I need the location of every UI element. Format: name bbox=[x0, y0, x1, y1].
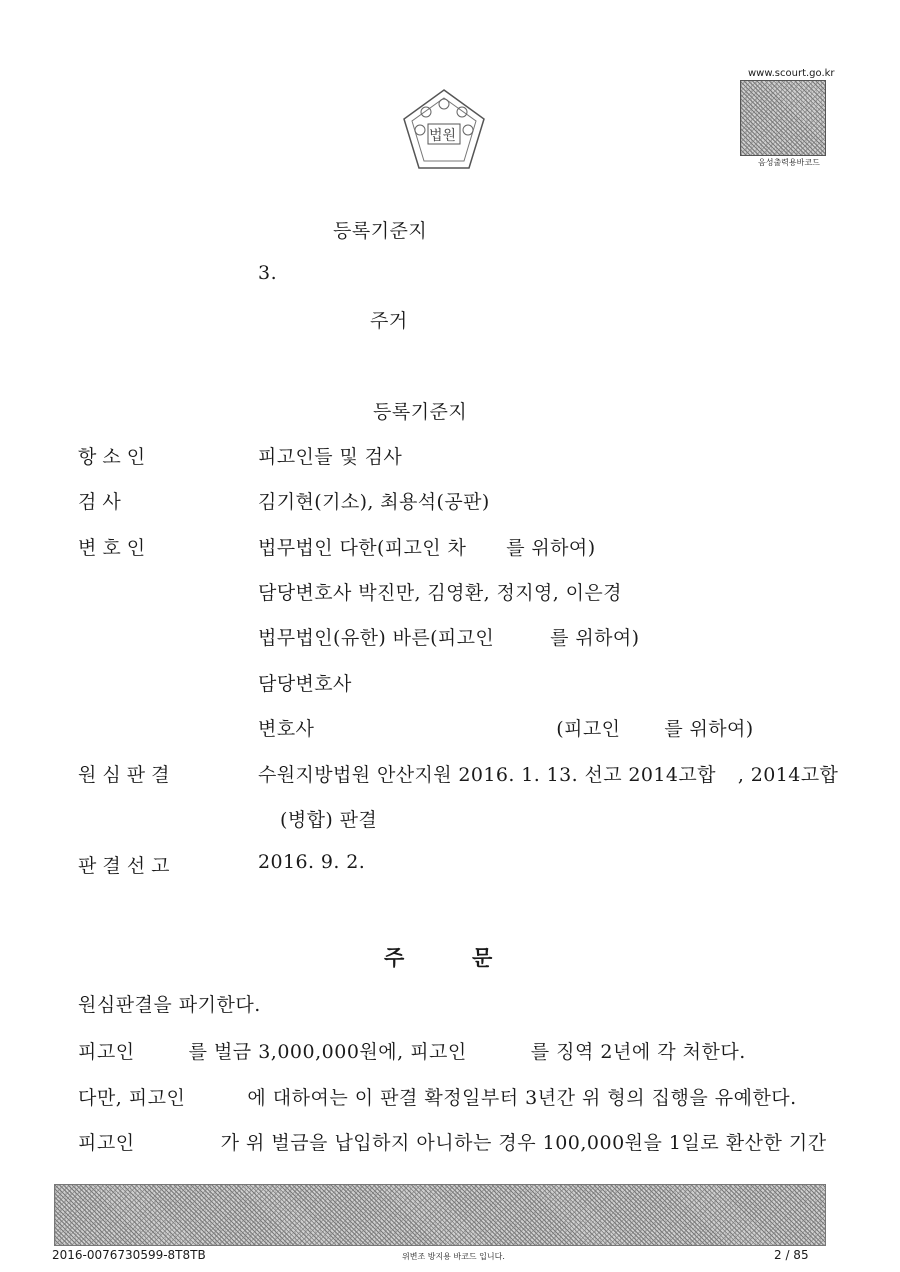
redacted-name bbox=[467, 1044, 531, 1063]
lower-court-line-2: (병합) 판결 bbox=[258, 805, 377, 832]
decision-date-label: 판 결 선 고 bbox=[78, 855, 170, 877]
order-heading-1: 주 bbox=[384, 945, 405, 970]
redacted-name bbox=[620, 721, 664, 740]
seal-text: 법원 bbox=[429, 128, 457, 144]
order-line-1: 원심판결을 파기한다. bbox=[78, 994, 261, 1016]
counsel-line-1: 법무법인 다한(피고인 차 를 위하여) bbox=[258, 537, 596, 559]
order-line-4: 피고인 가 위 벌금을 납입하지 아니하는 경우 100,000원을 1일로 환산한 기간 bbox=[78, 1132, 827, 1154]
page-number: 2 / 85 bbox=[774, 1248, 809, 1262]
registration-label-1: 등록기준지 bbox=[333, 220, 428, 242]
registration-label-2: 등록기준지 bbox=[373, 401, 468, 423]
counsel-label: 변 호 인 bbox=[78, 537, 146, 559]
redacted-name bbox=[135, 1135, 221, 1154]
site-url: www.scourt.go.kr bbox=[748, 68, 835, 79]
redacted-name bbox=[466, 540, 506, 559]
redacted-case-number bbox=[258, 812, 280, 831]
counsel-line-3: 법무법인(유한) 바른(피고인 를 위하여) bbox=[258, 627, 640, 649]
prosecutor-value: 김기현(기소), 최용석(공판) bbox=[258, 491, 490, 513]
court-seal bbox=[396, 84, 492, 180]
appellant-value: 피고인들 및 검사 bbox=[258, 446, 403, 468]
counsel-line-2: 담당변호사 박진만, 김영환, 정지영, 이은경 bbox=[258, 582, 622, 604]
decision-date-value: 2016. 9. 2. bbox=[258, 851, 366, 873]
order-heading-2: 문 bbox=[472, 945, 493, 970]
redacted-name bbox=[185, 1090, 247, 1109]
item-number: 3. bbox=[258, 262, 278, 284]
lower-court-label: 원 심 판 결 bbox=[78, 764, 170, 786]
redacted-name bbox=[494, 630, 550, 649]
redacted-case-number bbox=[716, 767, 738, 786]
order-line-3: 다만, 피고인 에 대하여는 이 판결 확정일부터 3년간 위 형의 집행을 유예한다. bbox=[78, 1087, 797, 1109]
prosecutor-label: 검 사 bbox=[78, 491, 121, 513]
lower-court-line-1: 수원지방법원 안산지원 2016. 1. 13. 선고 2014고합 , 2014고합 bbox=[258, 764, 839, 786]
order-line-2: 피고인 를 벌금 3,000,000원에, 피고인 를 징역 2년에 각 처한다. bbox=[78, 1041, 746, 1063]
appellant-label: 항 소 인 bbox=[78, 446, 146, 468]
counsel-line-4: 담당변호사 bbox=[258, 673, 352, 695]
counsel-line-5: 변호사 (피고인 를 위하여) bbox=[258, 718, 754, 740]
barcode-notice: 위변조 방지용 바코드 입니다. bbox=[402, 1252, 505, 1261]
redacted-name bbox=[314, 721, 556, 740]
barcode-caption: 음성출력용바코드 bbox=[758, 158, 820, 167]
redacted-name bbox=[135, 1044, 189, 1063]
document-id: 2016-0076730599-8T8TB bbox=[52, 1248, 206, 1262]
address-label: 주거 bbox=[370, 310, 408, 332]
anti-forgery-barcode bbox=[54, 1184, 826, 1246]
qr-barcode bbox=[740, 80, 826, 156]
